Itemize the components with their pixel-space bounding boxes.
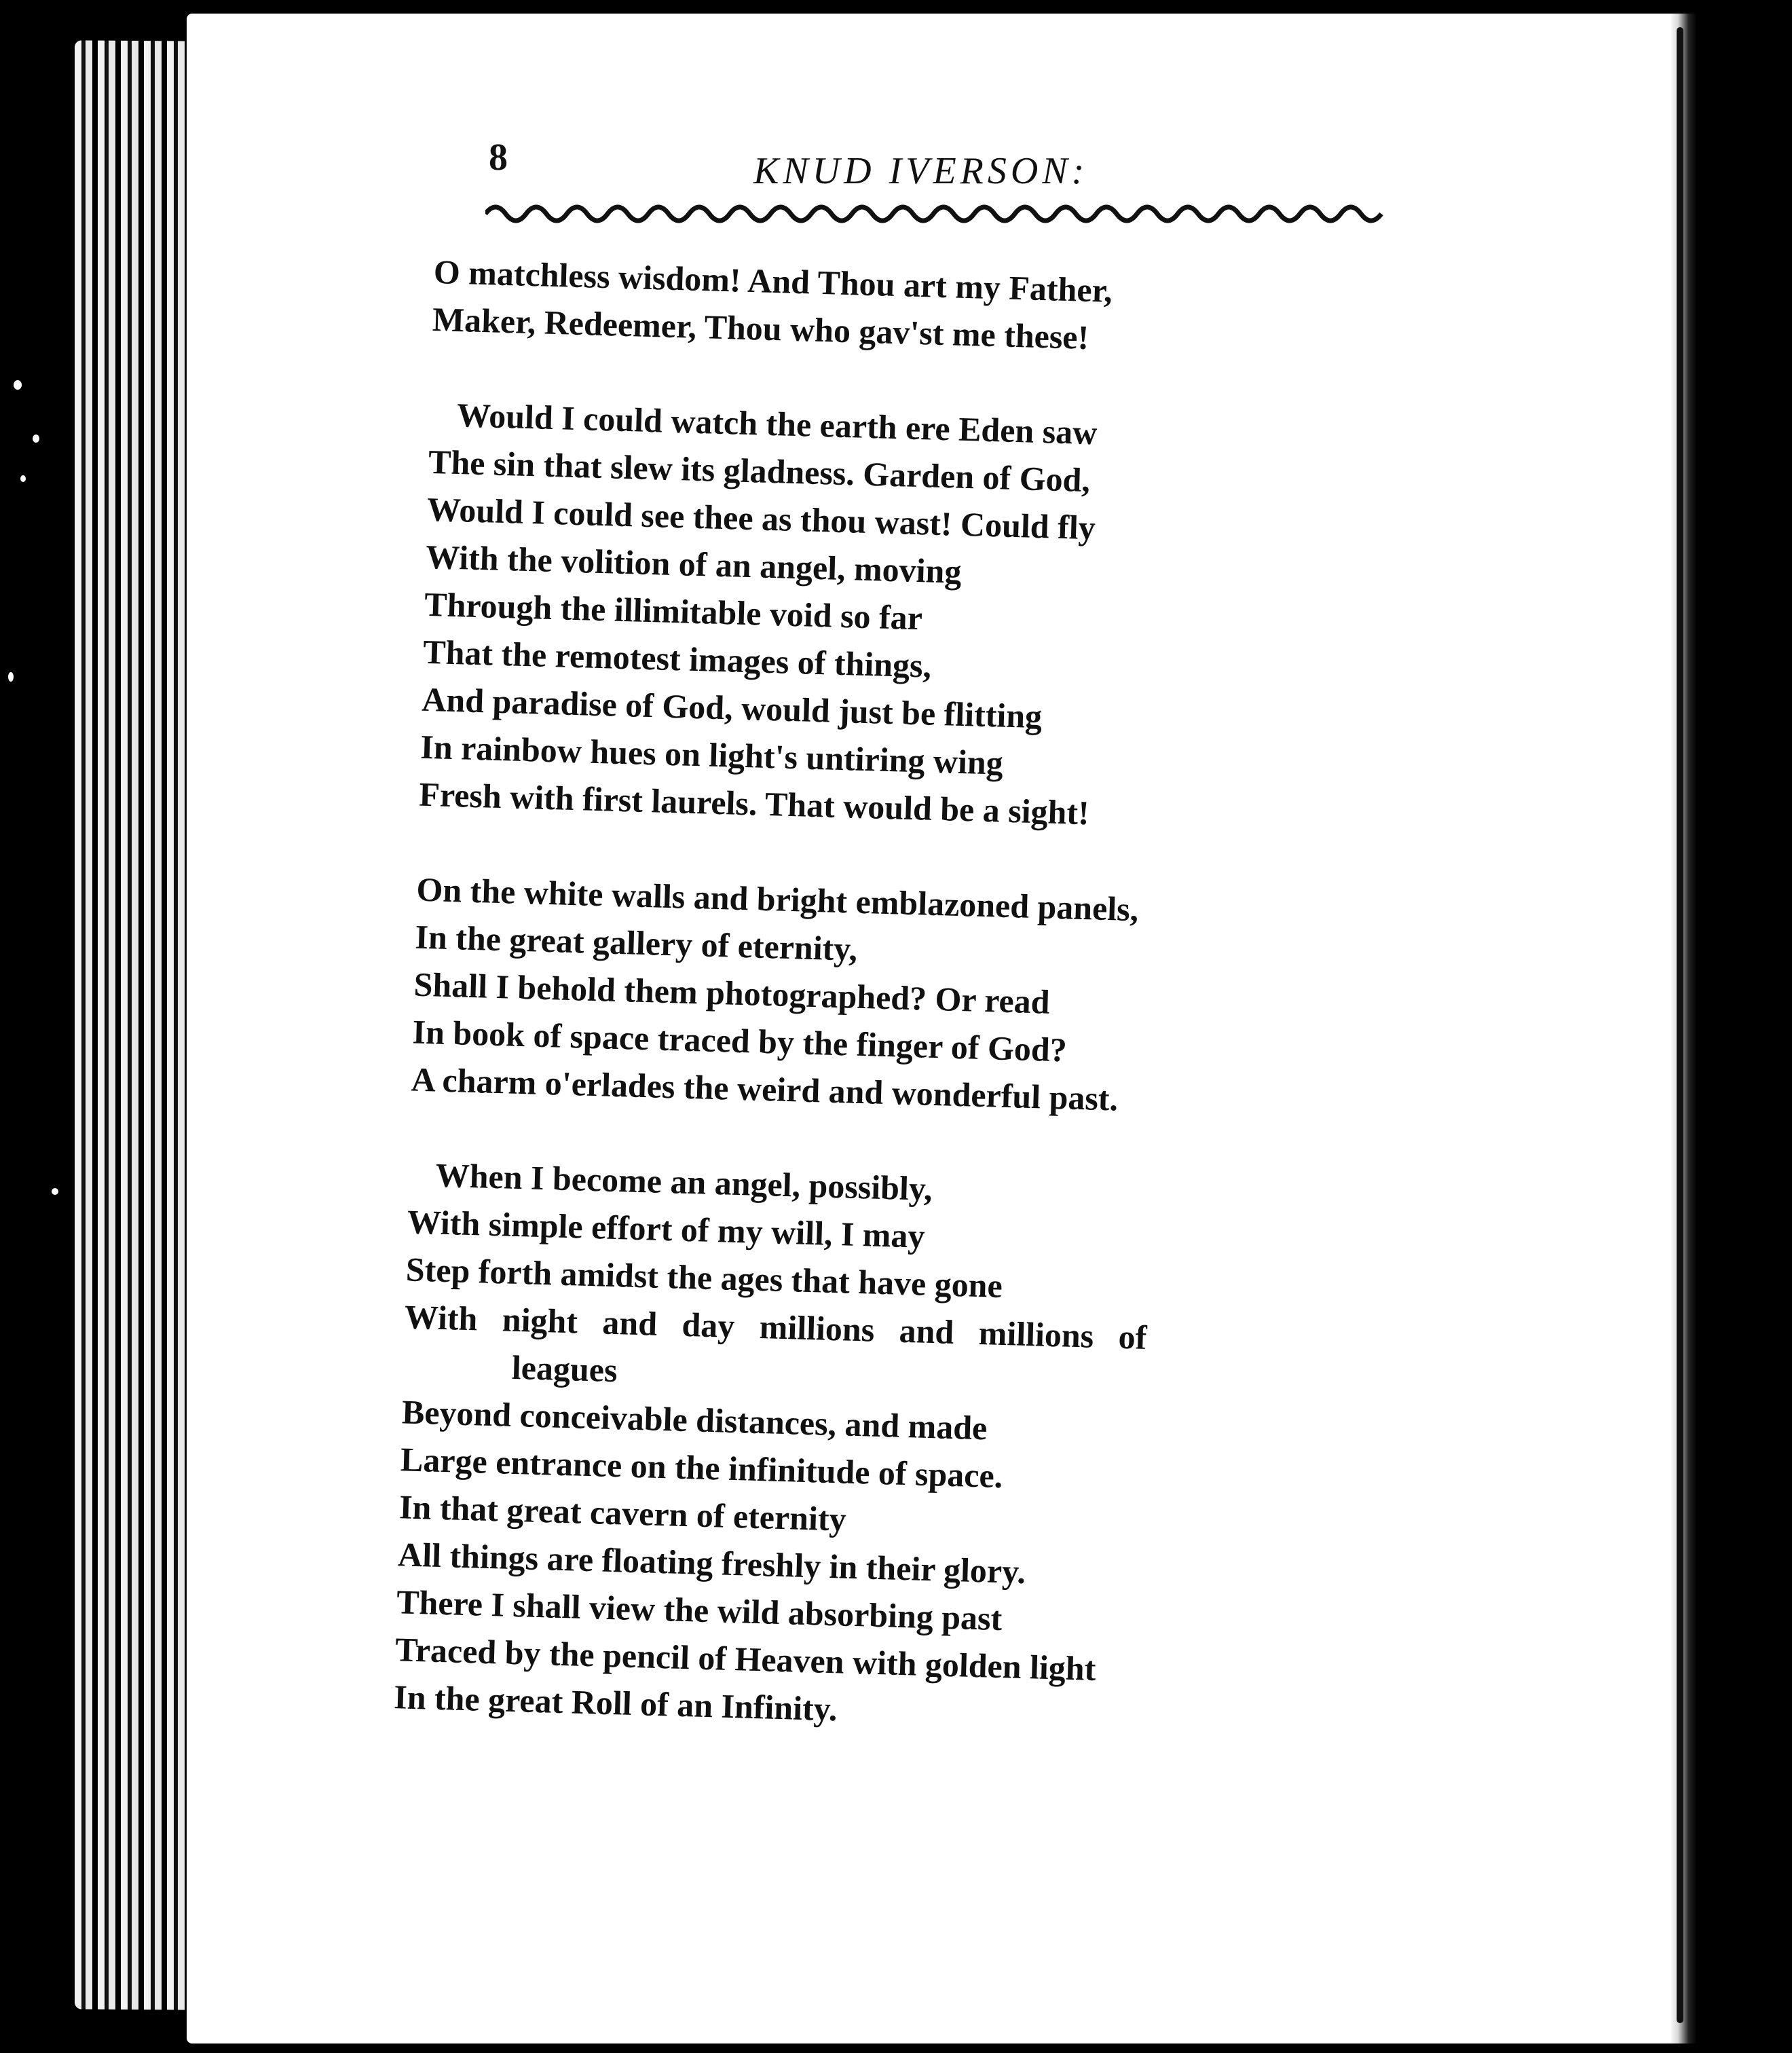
poem-line: In that great cavern of eternity — [398, 1487, 847, 1538]
scan-speck — [8, 672, 14, 682]
scan-speck — [33, 434, 39, 443]
scan-speck — [52, 1188, 58, 1195]
poem-line: On the white walls and bright emblazoned panels, — [415, 870, 1139, 929]
poem-line: With simple effort of my will, I may — [407, 1202, 926, 1255]
poem-line: That the remotest images of things, — [422, 632, 932, 685]
page-content — [393, 122, 1398, 1769]
poem-line: Step forth amidst the ages that have gone — [405, 1250, 1003, 1305]
poem-line: In rainbow hues on light's untiring wing — [419, 727, 1004, 782]
poem-line: And paradise of God, would just be flitting — [421, 680, 1043, 736]
poem-line: With night and day millions and millions of — [404, 1297, 1148, 1356]
page-header — [434, 122, 1398, 197]
poem-line: Traced by the pencil of Heaven with golden light — [394, 1630, 1097, 1688]
poem-line: Fresh with first laurels. That would be a sight! — [418, 775, 1090, 832]
poem-text — [393, 248, 1398, 1747]
poem-line: There I shall view the wild absorbing past — [396, 1583, 1003, 1638]
poem-line: In the great Roll of an Infinity. — [393, 1678, 838, 1728]
page-edge-line — [1677, 27, 1683, 2023]
poem-line-continuation: leagues — [511, 1348, 618, 1390]
gutter-shadow — [1670, 14, 1697, 2043]
poem-line: Beyond conceivable distances, and made — [401, 1392, 988, 1447]
decorative-wave-rule — [485, 193, 1388, 234]
stanza-1 — [432, 248, 1398, 370]
poem-line: A charm o'erlades the weird and wonderful past. — [411, 1060, 1119, 1118]
poem-line: Through the illimitable void so far — [424, 585, 923, 637]
poem-line: Shall I behold them photographed? Or read — [413, 965, 1051, 1021]
scan-speck — [14, 380, 22, 390]
scan-speck — [20, 475, 26, 482]
poem-line: In book of space traced by the finger of God? — [411, 1012, 1068, 1069]
stanza-3 — [411, 866, 1381, 1130]
poem-line: All things are floating freshly in their glory. — [397, 1535, 1026, 1591]
book-page-edges — [75, 40, 190, 2010]
poem-line: O matchless wisdom! And Thou art my Father, — [433, 252, 1113, 310]
poem-line: When I become an angel, possibly, — [435, 1155, 933, 1208]
stanza-4 — [393, 1150, 1373, 1747]
poem-line: The sin that slew its gladness. Garden of God, — [428, 442, 1091, 500]
poem-line: Large entrance on the infinitude of space. — [400, 1440, 1004, 1496]
poem-line: With the volition of an angel, moving — [425, 537, 963, 591]
stanza-2 — [419, 390, 1394, 845]
poem-line: Would I could see thee as thou wast! Could fly — [426, 489, 1096, 547]
poem-line: Would I could watch the earth ere Eden saw — [456, 396, 1098, 452]
page-number: 8 — [489, 136, 508, 179]
poem-line: In the great gallery of eternity, — [414, 917, 858, 968]
poem-line: Maker, Redeemer, Thou who gav'st me these! — [432, 299, 1089, 356]
running-title: KNUD IVERSON: — [753, 150, 1089, 192]
